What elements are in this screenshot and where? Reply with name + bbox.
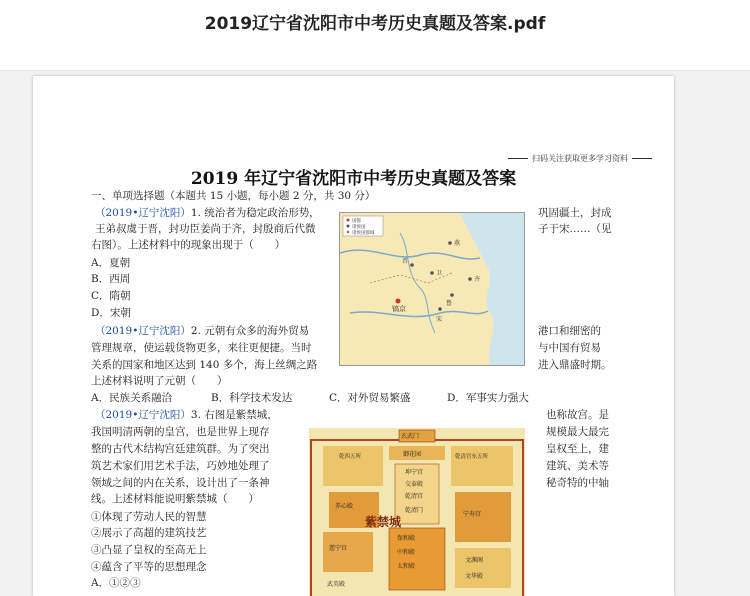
q2-option-b[interactable]: B．科学技术发达 <box>211 392 293 404</box>
q2-line3-right: 进入鼎盛时期。 <box>538 359 612 371</box>
map-label-lu: 鲁 <box>446 300 453 307</box>
q3-line2-right: 规模最大最完 <box>546 426 609 438</box>
q1-line3: 右图）。上述材料中的现象出现于（ ） <box>91 239 286 251</box>
q3-tag: （2019•辽宁沈阳） <box>95 409 191 421</box>
label-kunning: 坤宁宫 <box>405 469 424 476</box>
document-title: 2019 年辽宁省沈阳市中考历史真题及答案 <box>190 169 517 189</box>
q1-option-b[interactable]: B．西周 <box>91 273 131 285</box>
q1-option-d[interactable]: D．宋朝 <box>91 307 131 319</box>
q1-line1-text: 1. 统治者为稳定政治形势， <box>190 207 320 219</box>
q2-tag: （2019•辽宁沈阳） <box>95 325 191 337</box>
map-label-qi: 齐 <box>474 276 481 283</box>
western-zhou-map <box>339 212 525 366</box>
legend-state-capital: 诸侯国都城 <box>352 231 375 236</box>
q2-line2: 管理规章，使运载货物更多，来往更便捷。当时 <box>91 342 312 354</box>
label-qiandong-five: 乾清宫东五所 <box>455 454 489 460</box>
map-label-haojing: 镐京 <box>392 305 406 313</box>
q1-line1-right: 巩固疆土，封成 <box>538 207 612 219</box>
legend-state-icon <box>347 225 350 228</box>
label-baohe: 保和殿 <box>397 535 416 542</box>
legend-state: 诸侯国 <box>352 225 366 230</box>
corner-note: 扫码关注获取更多学习资料 <box>504 153 656 164</box>
label-wenhua: 文华殿 <box>465 573 484 580</box>
q3-line3-right: 皇权至上，建 <box>546 443 609 455</box>
q1-line1 <box>95 206 320 220</box>
q2-line2-right: 与中国有贸易 <box>538 342 601 354</box>
q2-line4: 上述材料说明了元朝（ ） <box>91 375 228 387</box>
q3-line5-right: 秘奇特的中轴 <box>546 477 609 489</box>
legend-capital: 国都 <box>352 219 361 224</box>
q3-line1-text: 3. 右图是紫禁城， <box>190 409 278 421</box>
q3-line3: 整的古代木结构宫廷建筑群。为了突出 <box>91 443 270 455</box>
label-cining: 慈宁宫 <box>329 545 348 552</box>
forbidden-city-plan <box>309 428 525 596</box>
map-label-wei: 卫 <box>436 270 443 277</box>
q1-option-c[interactable]: C．隋朝 <box>91 290 131 302</box>
map-label-yan: 燕 <box>454 240 461 247</box>
q1-line2-right: 子于宋……（见 <box>538 223 612 235</box>
q2-line3: 关系的国家和地区达到 140 多个，海上丝绸之路 <box>91 359 318 371</box>
q1-tag: （2019•辽宁沈阳） <box>95 207 191 219</box>
q3-line4: 筑艺术家们用艺术手法，巧妙地处理了 <box>91 460 270 472</box>
legend-state-capital-icon <box>347 231 349 233</box>
q3-line6: 线。上述材料能说明紫禁城（ ） <box>91 493 259 505</box>
label-jiaotai: 交泰殿 <box>405 481 424 488</box>
q3-line2: 我国明清两朝的皇宫，也是世界上现存 <box>91 426 270 438</box>
q2-line1 <box>95 324 309 338</box>
q2-line1-right: 港口和细密的 <box>538 325 601 337</box>
q3-item-4: ④蕴含了平等的思想理念 <box>91 561 207 573</box>
file-title: 2019辽宁省沈阳市中考历史真题及答案.pdf <box>204 14 546 34</box>
q3-line5: 领域之间的内在关系，设计出了一条神 <box>91 477 270 489</box>
viewer-toolbar <box>0 0 750 71</box>
pdf-page[interactable] <box>33 76 674 596</box>
q3-item-1: ①体现了劳动人民的智慧 <box>91 511 207 523</box>
label-xuanwu-gate: 玄武门 <box>401 433 420 440</box>
label-ningshou: 宁寿宫 <box>463 511 482 518</box>
label-yangxin: 养心殿 <box>335 503 354 510</box>
map-label-song: 宋 <box>436 316 443 323</box>
label-qianqing: 乾清宫 <box>405 493 424 500</box>
legend-capital-icon <box>347 219 350 222</box>
label-zhonghe: 中和殿 <box>397 549 416 556</box>
label-qianxi-five: 乾西五所 <box>339 454 362 460</box>
map-label-jin: 晋 <box>402 258 409 265</box>
section-heading: 一、单项选择题（本题共 15 小题，每小题 2 分，共 30 分） <box>91 190 376 202</box>
q3-option-a[interactable]: A．①②③ <box>91 577 141 589</box>
q3-item-3: ③凸显了皇权的至高无上 <box>91 544 207 556</box>
q1-line2: 王弟叔虞于晋，封功臣姜尚于齐，封殷商后代微 <box>95 223 316 235</box>
q3-line4-right: 建筑、美术等 <box>546 460 609 472</box>
label-imperial-garden: 御花园 <box>403 451 422 458</box>
q3-item-2: ②展示了高超的建筑技艺 <box>91 527 207 539</box>
label-qianqing-gate: 乾清门 <box>405 507 424 514</box>
q3-line1-right: 也称故宫。是 <box>546 409 609 421</box>
q1-option-a[interactable]: A．夏朝 <box>91 257 131 269</box>
q2-option-a[interactable]: A．民族关系融洽 <box>91 392 173 404</box>
label-wenyuan: 文渊阁 <box>465 557 484 564</box>
label-zijincheng: 紫禁城 <box>365 515 402 529</box>
label-taihe: 太和殿 <box>397 563 416 570</box>
q2-option-d[interactable]: D．军事实力强大 <box>447 392 529 404</box>
q3-line1 <box>95 408 278 422</box>
q2-line1-text: 2. 元朝有众多的海外贸易 <box>190 325 310 337</box>
label-wuying: 武英殿 <box>327 581 346 588</box>
q2-option-c[interactable]: C．对外贸易繁盛 <box>329 392 411 404</box>
